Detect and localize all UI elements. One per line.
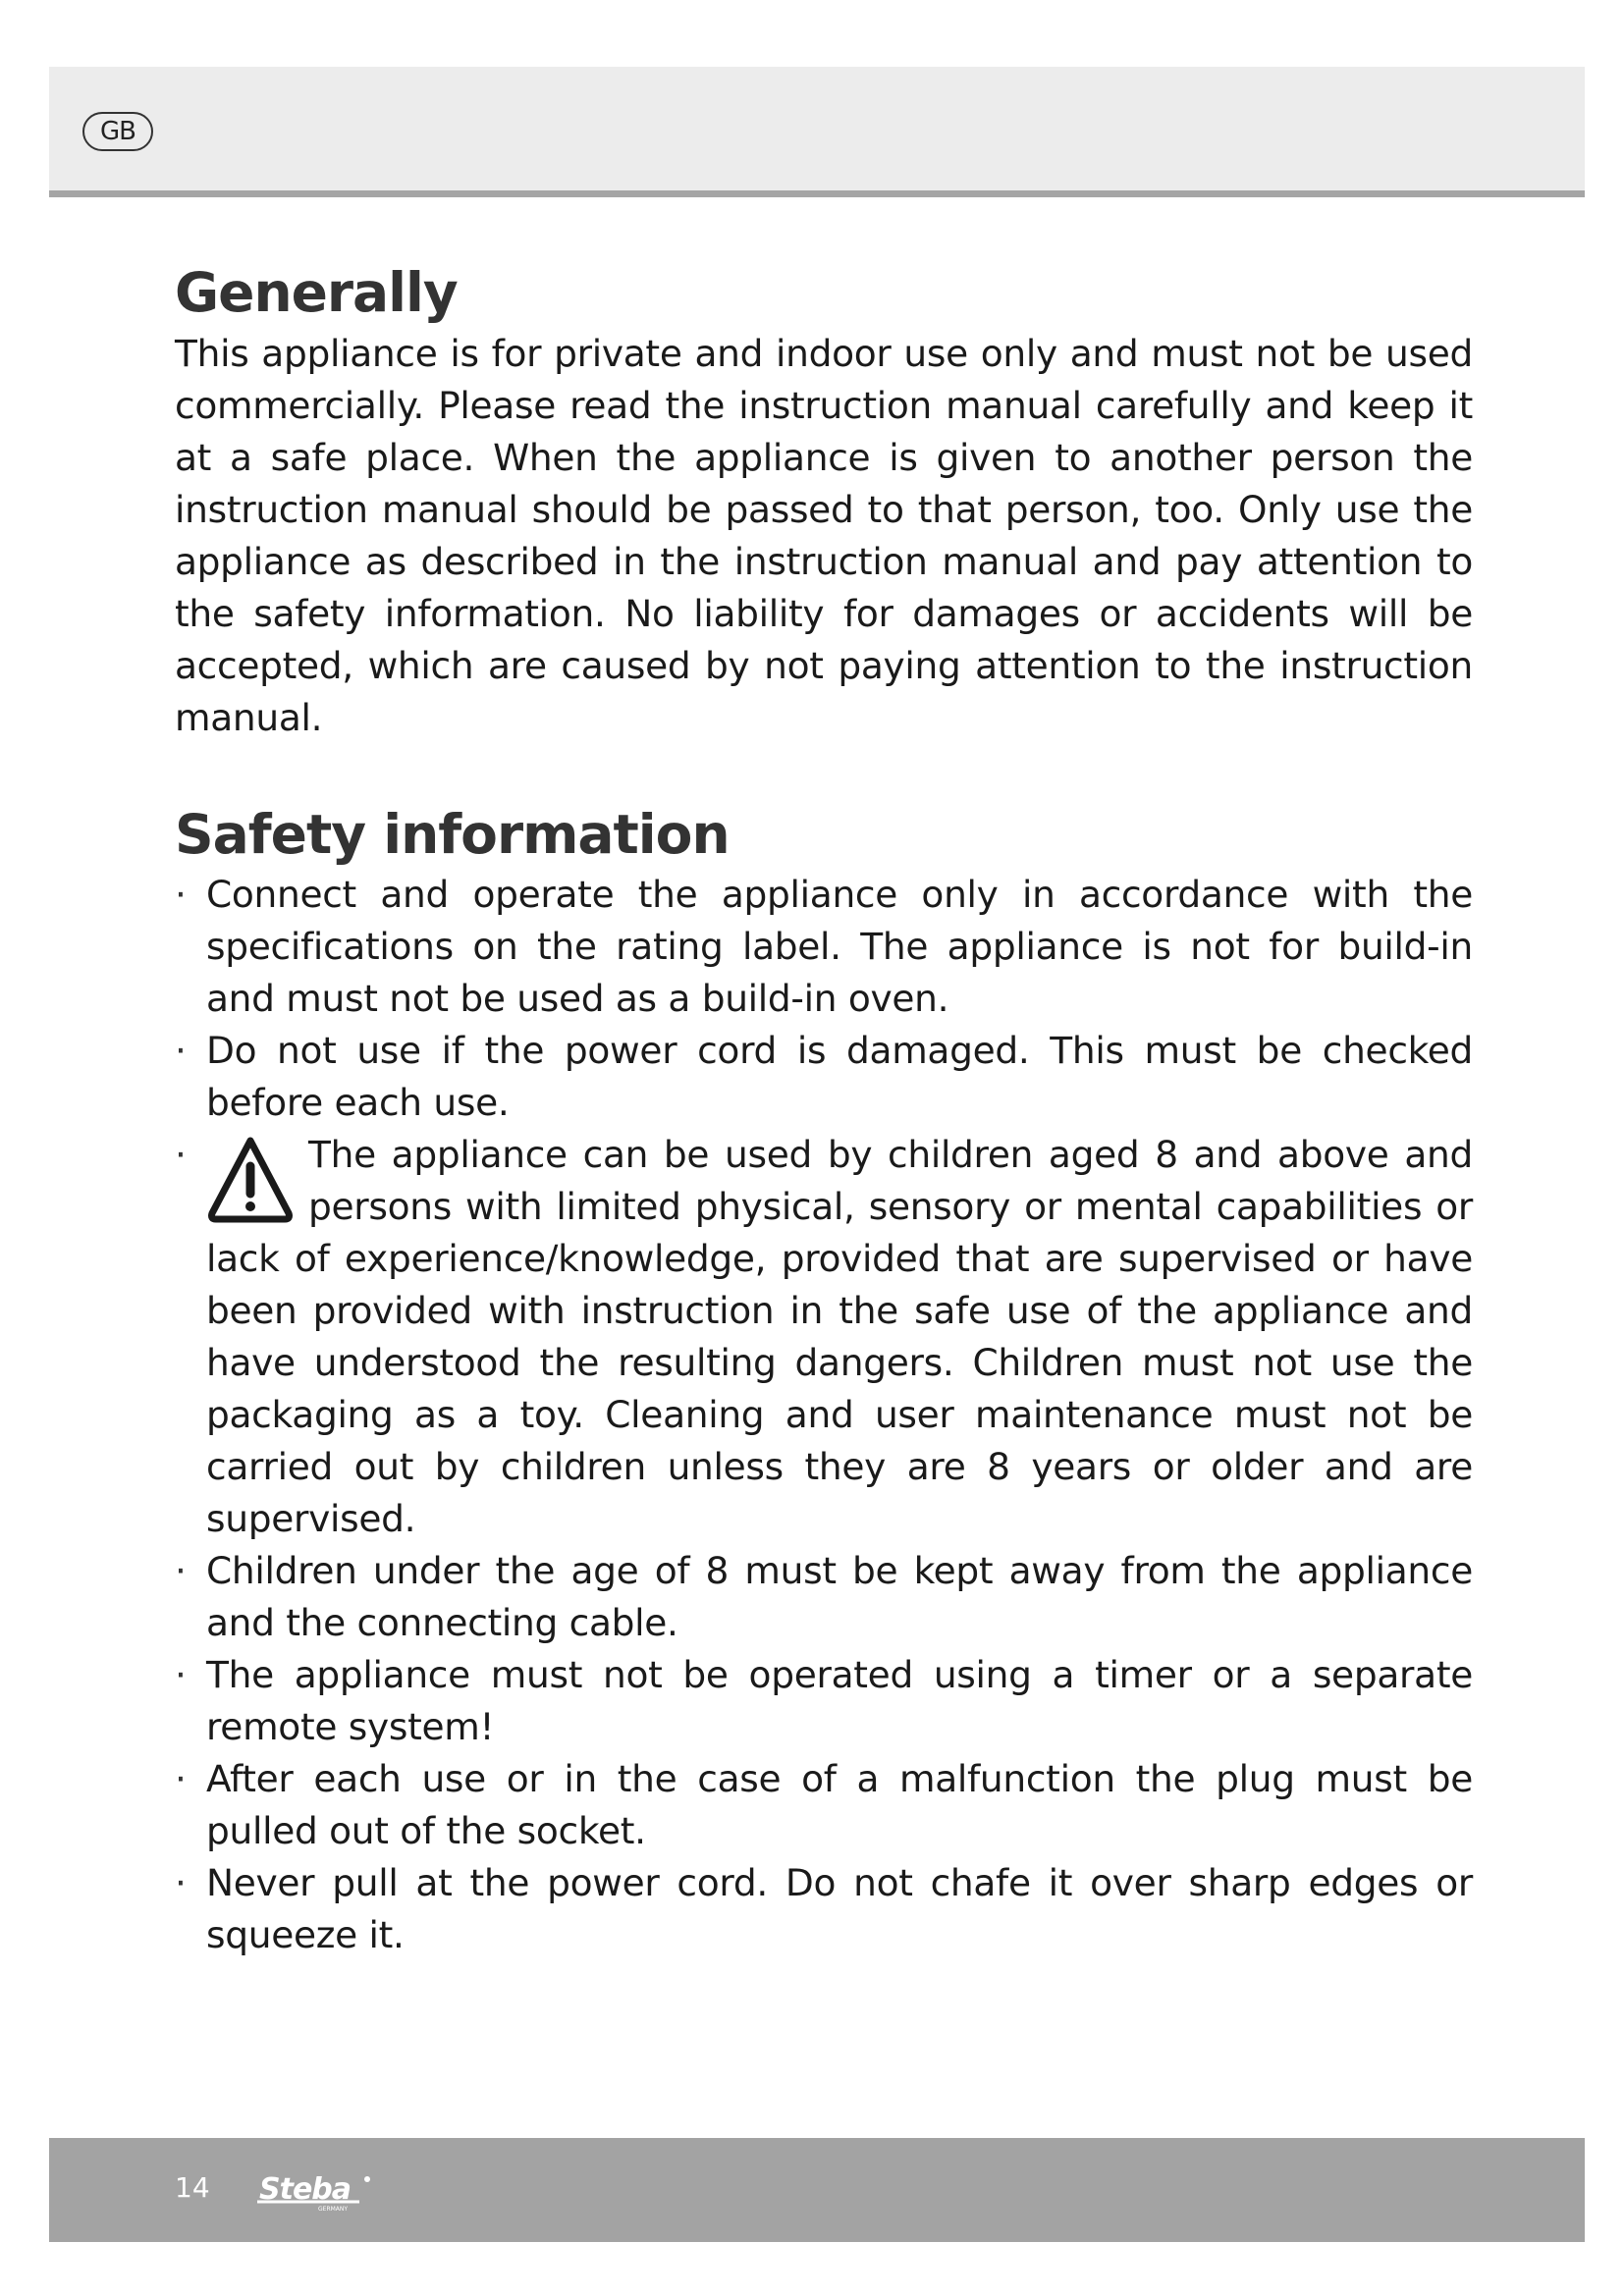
safety-item: [175, 1545, 1473, 1649]
safety-item: [175, 1025, 1473, 1129]
generally-paragraph: This appliance is for private and indoor use only and must not be used commercially. Please read the instruction manual carefully and keep it at a safe place. When the appliance is given to another person the instruction manual should be passed to that person, too. Only use the appliance as described in the instruction manual and pay attention to the safety information. No liability for damages or accidents will be accepted, which are caused by not paying attention to the instruction manual.: [175, 331, 1473, 739]
section-safety-information: [175, 802, 1473, 1962]
page-footer: [49, 2138, 1585, 2242]
svg-text:Steba: Steba: [259, 2172, 352, 2207]
safety-item: [175, 1753, 1473, 1857]
page-number: 14: [175, 2171, 210, 2204]
safety-item: [175, 1857, 1473, 1961]
bullet: ·: [175, 1757, 187, 1801]
bullet: ·: [175, 1653, 187, 1697]
section-title-safety-information: Safety information: [175, 802, 730, 866]
steba-logo-icon: [257, 2171, 424, 2213]
bullet: ·: [175, 1133, 187, 1177]
safety-item: [175, 1649, 1473, 1753]
safety-item-text: Do not use if the power cord is damaged. This must be checked before each use.: [206, 1029, 1473, 1125]
safety-item-text: Never pull at the power cord. Do not chafe it over sharp edges or squeeze it.: [206, 1861, 1473, 1957]
safety-item-text: Children under the age of 8 must be kept away from the appliance and the connecting cable.: [206, 1549, 1473, 1645]
page-header: [49, 67, 1585, 197]
bullet: ·: [175, 1549, 187, 1593]
safety-list: [175, 869, 1473, 1961]
safety-item-text: Connect and operate the appliance only in accordance with the specifications on the rating label. The appliance is not for build-in and must not be used as a build-in oven.: [206, 873, 1473, 1021]
bullet: ·: [175, 1861, 187, 1905]
bullet: ·: [175, 873, 187, 917]
bullet: ·: [175, 1029, 187, 1073]
section-generally: [175, 263, 1473, 744]
safety-item-text: After each use or in the case of a malfunction the plug must be pulled out of the socket.: [206, 1757, 1473, 1853]
safety-item: [175, 1129, 1473, 1545]
safety-item: [175, 869, 1473, 1025]
page-content: [175, 263, 1473, 1961]
safety-item-text: The appliance can be used by children aged 8 and above and persons with limited physical, sensory or mental capabilities or lack of experience/knowledge, provided that are supervised or have been provided with instruction in the safe use of the appliance and have understood the resulting dangers. Children must not use the packaging as a toy. Cleaning and user maintenance must not be carried out by children unless they are 8 years or older and are supervised.: [206, 1133, 1473, 1541]
language-badge: GB: [82, 112, 153, 151]
warning-triangle-icon: [206, 1135, 295, 1225]
svg-text:GERMANY: GERMANY: [318, 2206, 349, 2213]
section-title-generally: Generally: [175, 261, 458, 324]
safety-item-text: The appliance must not be operated using a timer or a separate remote system!: [206, 1653, 1473, 1749]
